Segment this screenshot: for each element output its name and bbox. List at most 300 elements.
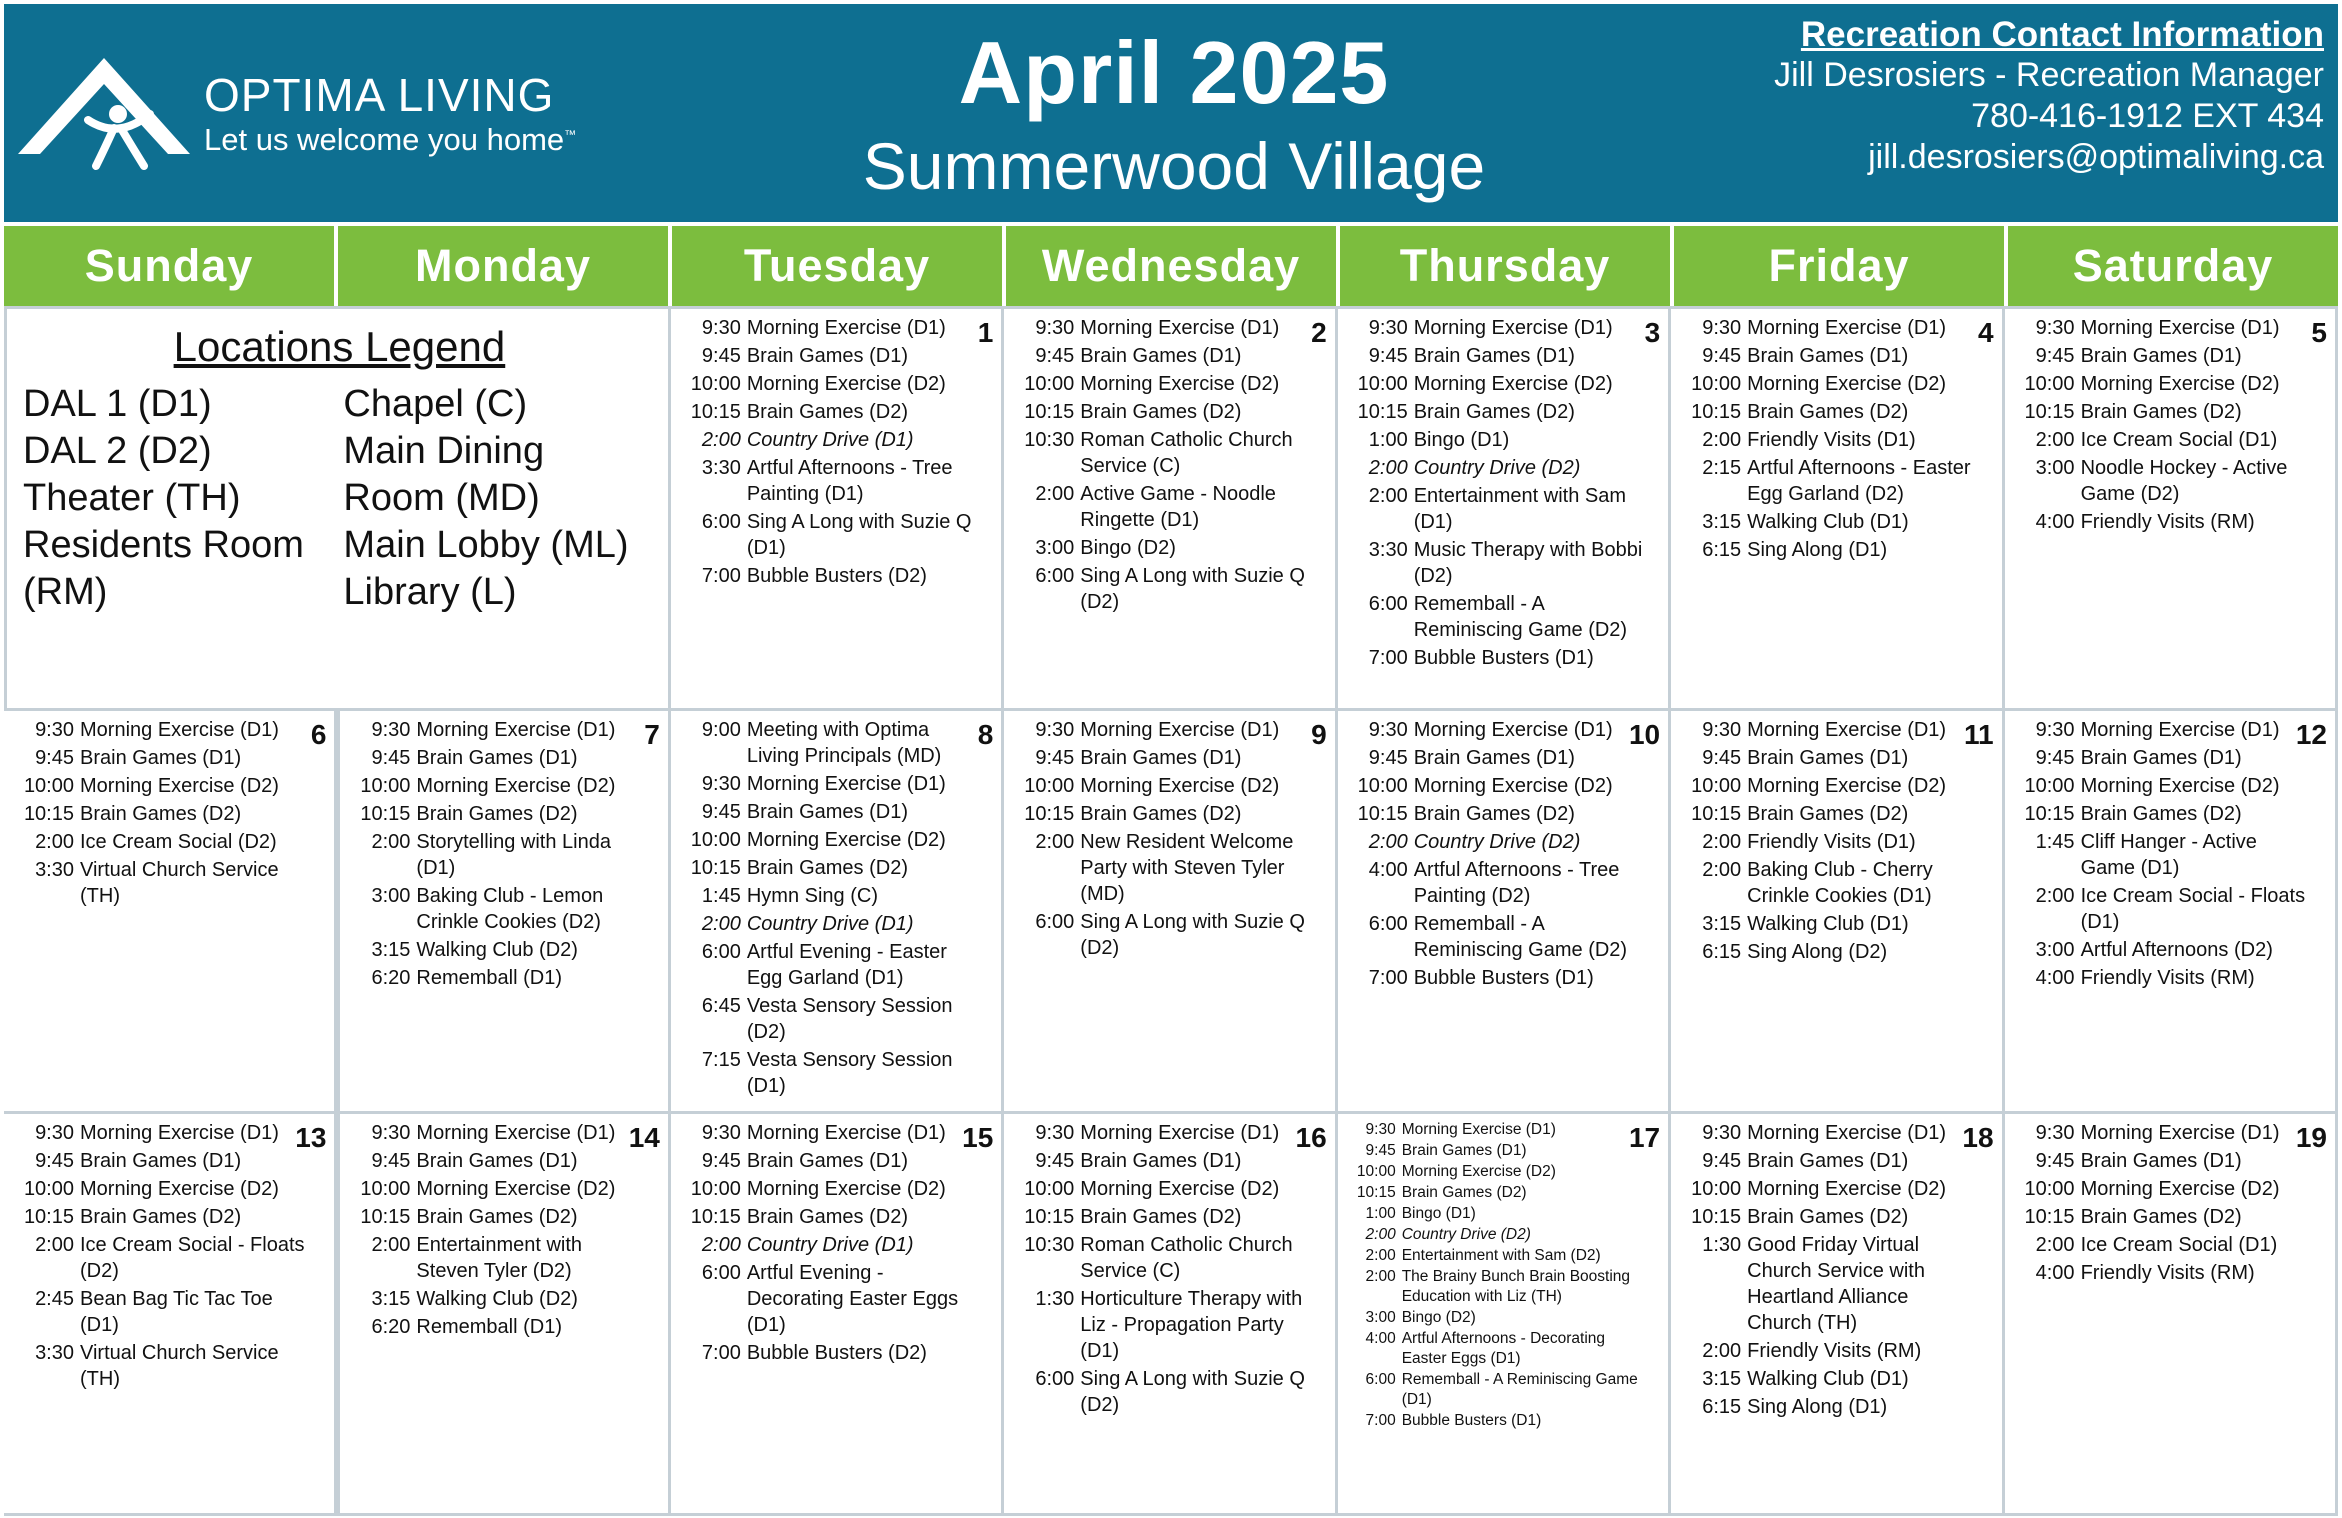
event-item xyxy=(1683,911,1977,937)
event-list xyxy=(16,717,326,909)
event-time: 6:20 xyxy=(371,1315,411,1338)
event-time: 9:45 xyxy=(371,747,411,770)
event-item xyxy=(1350,1246,1644,1266)
event-description: Entertainment with Steven Tyler (D2) xyxy=(416,1233,583,1282)
event-description: Brain Games (D1) xyxy=(746,801,908,824)
date-number: 19 xyxy=(2295,1121,2327,1153)
event-description: Morning Exercise (D2) xyxy=(746,829,946,852)
event-description: Brain Games (D2) xyxy=(1747,401,1909,423)
weekday-saturday: Saturday xyxy=(2008,226,2338,306)
event-item xyxy=(16,1148,310,1174)
event-description: Rememball - A Reminiscing Game (D2) xyxy=(1413,913,1628,962)
event-item xyxy=(1016,1148,1310,1174)
event-description: Brain Games (D2) xyxy=(746,857,908,880)
event-time: 9:30 xyxy=(701,317,741,339)
event-description: Sing A Long with Suzie Q (D2) xyxy=(1080,565,1305,613)
event-time: 10:00 xyxy=(690,373,741,395)
event-description: Brain Games (D1) xyxy=(1413,345,1575,367)
event-time: 1:30 xyxy=(1035,1287,1075,1310)
event-item xyxy=(1350,857,1644,909)
event-description: Bingo (D1) xyxy=(1401,1204,1476,1222)
event-list xyxy=(1350,717,1660,991)
event-item xyxy=(352,937,643,963)
event-description: Walking Club (D2) xyxy=(416,1287,578,1310)
event-description: Brain Games (D1) xyxy=(1080,747,1242,770)
event-item xyxy=(683,911,977,937)
event-description: Brain Games (D1) xyxy=(2080,747,2242,770)
day-cell-5 xyxy=(2005,309,2338,711)
event-description: Brain Games (D1) xyxy=(1080,345,1242,367)
event-description: Brain Games (D2) xyxy=(2080,401,2242,423)
day-cell-3 xyxy=(1338,309,1671,711)
event-item xyxy=(1016,1232,1310,1284)
day-cell-16 xyxy=(1004,1114,1337,1516)
event-item xyxy=(1683,537,1977,563)
event-item xyxy=(352,883,643,935)
event-item xyxy=(683,827,977,853)
event-time: 6:15 xyxy=(1702,539,1742,561)
event-item xyxy=(352,1232,643,1284)
event-time: 10:15 xyxy=(1024,803,1075,826)
event-description: Bubble Busters (D2) xyxy=(746,565,927,587)
event-time: 4:00 xyxy=(1368,859,1408,882)
event-description: Brain Games (D2) xyxy=(416,803,578,826)
event-list xyxy=(1016,717,1326,961)
event-description: Bingo (D2) xyxy=(1080,537,1176,559)
event-time: 9:30 xyxy=(371,719,411,742)
event-description: Vesta Sensory Session (D1) xyxy=(746,1049,953,1098)
event-time: 7:00 xyxy=(701,1341,741,1364)
event-description: Morning Exercise (D2) xyxy=(80,1177,279,1200)
event-item xyxy=(1350,427,1644,453)
event-item xyxy=(683,427,977,453)
event-time: 3:15 xyxy=(371,939,411,962)
event-item xyxy=(1683,1232,1977,1336)
event-description: Rememball - A Reminiscing Game (D2) xyxy=(1413,593,1628,641)
event-description: Morning Exercise (D2) xyxy=(1401,1162,1556,1180)
event-time: 1:45 xyxy=(701,885,741,908)
legend-item: Theater (TH) xyxy=(23,477,241,519)
date-number: 3 xyxy=(1644,317,1661,348)
event-time: 9:30 xyxy=(1035,719,1075,742)
event-time: 6:15 xyxy=(1702,941,1742,964)
event-time: 7:15 xyxy=(701,1049,741,1072)
event-time: 10:00 xyxy=(1024,775,1075,798)
event-item xyxy=(1350,315,1644,341)
day-cell-15 xyxy=(671,1114,1004,1516)
event-item xyxy=(352,773,643,799)
event-time: 9:30 xyxy=(371,1121,411,1144)
event-item xyxy=(16,857,310,909)
event-item xyxy=(1350,455,1644,481)
event-description: Morning Exercise (D1) xyxy=(80,719,279,742)
date-number: 2 xyxy=(1311,317,1327,348)
event-description: The Brainy Bunch Brain Boosting Education with Liz (TH) xyxy=(1401,1267,1631,1305)
event-time: 3:15 xyxy=(1702,1367,1742,1390)
event-item xyxy=(683,717,977,769)
event-description: Morning Exercise (D2) xyxy=(746,1177,946,1200)
event-description: Bubble Busters (D1) xyxy=(1401,1411,1542,1429)
event-item xyxy=(1016,427,1310,479)
event-description: Morning Exercise (D1) xyxy=(746,773,946,796)
event-item xyxy=(2017,717,2311,743)
event-time: 4:00 xyxy=(2035,511,2075,533)
event-description: Bubble Busters (D1) xyxy=(1413,967,1594,990)
event-description: Brain Games (D2) xyxy=(1080,803,1242,826)
event-time: 10:00 xyxy=(1356,1162,1396,1180)
event-item xyxy=(2017,509,2311,535)
date-number: 8 xyxy=(977,719,994,751)
contact-phone: 780-416-1912 EXT 434 xyxy=(1971,97,2324,135)
event-item xyxy=(1350,645,1644,671)
event-time: 6:00 xyxy=(1035,1367,1075,1390)
event-time: 1:45 xyxy=(2035,831,2075,854)
event-description: Morning Exercise (D1) xyxy=(2080,1121,2280,1144)
event-time: 9:45 xyxy=(1702,747,1742,770)
event-item xyxy=(683,1047,977,1099)
event-time: 6:00 xyxy=(1368,593,1408,615)
event-item xyxy=(1350,1141,1644,1161)
weekday-header-row xyxy=(4,226,2338,306)
event-item xyxy=(2017,1260,2311,1286)
event-item xyxy=(1350,1183,1644,1203)
event-description: Brain Games (D1) xyxy=(2080,1149,2242,1172)
event-description: Friendly Visits (RM) xyxy=(2080,1261,2255,1284)
event-time: 10:00 xyxy=(690,829,741,852)
event-description: Bubble Busters (D1) xyxy=(1413,647,1594,669)
event-time: 10:15 xyxy=(1357,803,1408,826)
event-time: 1:00 xyxy=(1365,1204,1396,1222)
event-time: 6:00 xyxy=(1368,913,1408,936)
event-list xyxy=(16,1120,326,1392)
event-item xyxy=(1683,1204,1977,1230)
event-item xyxy=(352,1314,643,1340)
event-item xyxy=(1350,1329,1644,1369)
event-item xyxy=(683,1204,977,1230)
event-time: 6:00 xyxy=(701,1261,741,1284)
event-list xyxy=(352,717,659,991)
event-description: Brain Games (D2) xyxy=(80,803,242,826)
event-description: Country Drive (D1) xyxy=(746,913,914,936)
event-description: Morning Exercise (D2) xyxy=(1080,373,1280,395)
event-description: Virtual Church Service (TH) xyxy=(80,859,279,908)
event-item xyxy=(1350,1225,1644,1245)
event-description: Brain Games (D1) xyxy=(746,345,908,367)
event-description: Morning Exercise (D2) xyxy=(1747,373,1947,395)
event-item xyxy=(16,1232,310,1284)
event-time: 2:00 xyxy=(1035,831,1075,854)
event-item xyxy=(1016,343,1310,369)
date-number: 13 xyxy=(295,1121,327,1153)
event-list xyxy=(1350,315,1660,671)
event-time: 10:30 xyxy=(1024,1233,1075,1256)
event-time: 10:00 xyxy=(1024,1177,1075,1200)
event-time: 6:00 xyxy=(1365,1370,1396,1388)
event-time: 9:45 xyxy=(2035,1149,2075,1172)
event-description: Friendly Visits (D1) xyxy=(1747,429,1916,451)
event-item xyxy=(1683,1366,1977,1392)
event-item xyxy=(1016,1176,1310,1202)
event-description: Morning Exercise (D1) xyxy=(1401,1120,1556,1138)
date-number: 10 xyxy=(1628,719,1661,751)
event-description: Bean Bag Tic Tac Toe (D1) xyxy=(80,1287,273,1336)
event-item xyxy=(1683,399,1977,425)
event-description: Hymn Sing (C) xyxy=(746,885,878,908)
event-time: 2:00 xyxy=(2035,429,2075,451)
event-item xyxy=(352,801,643,827)
event-item xyxy=(2017,773,2311,799)
event-item xyxy=(683,1120,977,1146)
event-item xyxy=(1350,343,1644,369)
event-time: 3:00 xyxy=(1035,537,1075,559)
date-number: 9 xyxy=(1311,719,1327,751)
event-item xyxy=(683,771,977,797)
month-title: April 2025 xyxy=(958,23,1390,122)
event-item xyxy=(2017,343,2311,369)
event-time: 10:15 xyxy=(1691,803,1742,826)
event-time: 6:00 xyxy=(701,941,741,964)
event-time: 9:45 xyxy=(1368,345,1408,367)
optima-living-logo xyxy=(18,54,578,174)
event-time: 10:00 xyxy=(1691,1177,1742,1200)
event-time: 3:15 xyxy=(1702,913,1742,936)
calendar-header xyxy=(4,4,2338,222)
event-item xyxy=(1350,399,1644,425)
event-description: Bingo (D1) xyxy=(1413,429,1510,451)
day-cell-14 xyxy=(337,1114,670,1516)
event-item xyxy=(683,1176,977,1202)
event-time: 9:45 xyxy=(1035,345,1075,367)
event-item xyxy=(2017,371,2311,397)
event-description: Morning Exercise (D2) xyxy=(1413,373,1613,395)
event-time: 9:45 xyxy=(1365,1141,1396,1159)
event-item xyxy=(1016,481,1310,533)
day-cell-4 xyxy=(1671,309,2004,711)
event-list xyxy=(2017,315,2327,535)
event-item xyxy=(683,1340,977,1366)
event-item xyxy=(1350,829,1644,855)
event-time: 3:30 xyxy=(1368,539,1408,561)
event-description: Morning Exercise (D2) xyxy=(80,775,279,798)
event-time: 10:15 xyxy=(23,1205,74,1228)
event-item xyxy=(1016,829,1310,907)
event-description: Brain Games (D1) xyxy=(1401,1141,1527,1159)
event-item xyxy=(16,1176,310,1202)
day-cell-17 xyxy=(1338,1114,1671,1516)
contact-heading: Recreation Contact Information xyxy=(1800,15,2324,54)
event-description: Morning Exercise (D1) xyxy=(746,317,946,339)
event-item xyxy=(1016,909,1310,961)
event-item xyxy=(2017,1148,2311,1174)
event-item xyxy=(1016,801,1310,827)
event-item xyxy=(2017,315,2311,341)
event-item xyxy=(1683,427,1977,453)
event-time: 9:45 xyxy=(2035,747,2075,770)
event-item xyxy=(1350,745,1644,771)
event-time: 4:00 xyxy=(2035,1261,2075,1284)
event-description: Artful Afternoons - Tree Painting (D1) xyxy=(746,457,953,505)
event-description: Ice Cream Social (D1) xyxy=(2080,1233,2278,1256)
date-number: 6 xyxy=(310,719,327,751)
weekday-tuesday: Tuesday xyxy=(672,226,1002,306)
weekday-thursday: Thursday xyxy=(1340,226,1670,306)
legend-item: (RM) xyxy=(23,571,108,613)
event-time: 3:00 xyxy=(371,885,411,908)
event-time: 10:15 xyxy=(1024,401,1075,423)
event-item xyxy=(2017,801,2311,827)
event-item xyxy=(16,773,310,799)
event-description: Meeting with Optima Living Principals (MD) xyxy=(746,719,942,768)
event-time: 9:00 xyxy=(701,719,741,742)
date-number: 14 xyxy=(628,1121,660,1153)
date-number: 15 xyxy=(962,1121,994,1153)
legend-item: Main Lobby (ML) xyxy=(343,524,629,566)
event-item xyxy=(1350,537,1644,589)
event-description: Morning Exercise (D1) xyxy=(1413,719,1613,742)
weekday-sunday: Sunday xyxy=(4,226,334,306)
event-item xyxy=(1350,911,1644,963)
logo-tagline: Let us welcome you home™ xyxy=(204,122,577,157)
event-item xyxy=(16,745,310,771)
legend-item: Room (MD) xyxy=(343,477,540,519)
event-time: 10:15 xyxy=(690,1205,741,1228)
event-description: Morning Exercise (D1) xyxy=(1080,1121,1280,1144)
event-time: 2:00 xyxy=(1365,1267,1396,1285)
event-time: 9:30 xyxy=(1035,1121,1075,1144)
event-item xyxy=(683,939,977,991)
event-item xyxy=(683,315,977,341)
event-time: 9:45 xyxy=(1702,345,1742,367)
event-item xyxy=(1683,1148,1977,1174)
event-description: New Resident Welcome Party with Steven Tyler (MD) xyxy=(1080,831,1294,906)
event-item xyxy=(1350,1204,1644,1224)
event-description: Rememball - A Reminiscing Game (D1) xyxy=(1401,1370,1638,1408)
event-item xyxy=(1683,371,1977,397)
event-time: 10:00 xyxy=(690,1177,741,1200)
event-item xyxy=(1683,745,1977,771)
event-description: Brain Games (D1) xyxy=(1747,747,1909,770)
contact-info xyxy=(1774,14,2324,178)
event-time: 7:00 xyxy=(701,565,741,587)
event-item xyxy=(1683,857,1977,909)
event-time: 9:30 xyxy=(1035,317,1075,339)
event-time: 6:20 xyxy=(371,967,411,990)
event-description: Baking Club - Lemon Crinkle Cookies (D2) xyxy=(416,885,604,934)
day-cell-13 xyxy=(4,1114,337,1516)
weekday-wednesday: Wednesday xyxy=(1006,226,1336,306)
event-description: Storytelling with Linda (D1) xyxy=(416,831,611,880)
event-time: 3:00 xyxy=(2035,939,2075,962)
legend-item: DAL 2 (D2) xyxy=(23,430,212,472)
event-item xyxy=(1016,1286,1310,1364)
event-time: 3:30 xyxy=(701,457,741,479)
event-item xyxy=(1016,773,1310,799)
event-item xyxy=(2017,427,2311,453)
event-time: 2:00 xyxy=(1368,831,1408,854)
event-description: Vesta Sensory Session (D2) xyxy=(746,995,953,1044)
event-item xyxy=(2017,1232,2311,1258)
legend-column-2 xyxy=(339,381,659,616)
event-time: 7:00 xyxy=(1368,967,1408,990)
day-cell-19 xyxy=(2005,1114,2338,1516)
event-description: Morning Exercise (D2) xyxy=(2080,373,2280,395)
event-description: Country Drive (D2) xyxy=(1413,831,1581,854)
event-description: Brain Games (D1) xyxy=(2080,345,2242,367)
event-description: Friendly Visits (RM) xyxy=(2080,967,2255,990)
event-time: 10:00 xyxy=(1691,373,1742,395)
event-item xyxy=(1350,773,1644,799)
contact-email[interactable]: jill.desrosiers@optimaliving.ca xyxy=(1868,138,2324,176)
event-time: 9:45 xyxy=(701,801,741,824)
event-description: Morning Exercise (D2) xyxy=(416,1177,616,1200)
day-cell-2 xyxy=(1004,309,1337,711)
event-time: 10:00 xyxy=(1357,373,1408,395)
event-item xyxy=(352,829,643,881)
event-time: 10:00 xyxy=(1024,373,1075,395)
event-description: Morning Exercise (D1) xyxy=(416,719,616,742)
event-description: Sing Along (D2) xyxy=(1747,941,1888,964)
day-cell-8 xyxy=(671,711,1004,1113)
event-item xyxy=(1350,1411,1644,1431)
event-time: 10:00 xyxy=(23,1177,74,1200)
event-description: Morning Exercise (D1) xyxy=(2080,719,2280,742)
event-description: Sing A Long with Suzie Q (D2) xyxy=(1080,1367,1305,1416)
event-time: 3:00 xyxy=(1365,1308,1396,1326)
event-time: 6:00 xyxy=(701,511,741,533)
event-time: 9:45 xyxy=(2035,345,2075,367)
event-item xyxy=(2017,1176,2311,1202)
event-time: 10:15 xyxy=(1357,401,1408,423)
event-description: Brain Games (D2) xyxy=(2080,803,2242,826)
event-item xyxy=(1016,371,1310,397)
day-cell-7 xyxy=(337,711,670,1113)
date-number: 16 xyxy=(1295,1121,1327,1153)
event-list xyxy=(1683,315,1993,563)
legend-item: Chapel (C) xyxy=(343,383,528,425)
date-number: 5 xyxy=(2311,317,2327,348)
event-description: Brain Games (D1) xyxy=(416,1149,578,1172)
event-time: 2:45 xyxy=(35,1287,74,1310)
event-item xyxy=(1016,1120,1310,1146)
event-description: Baking Club - Cherry Crinkle Cookies (D1) xyxy=(1747,859,1933,908)
event-time: 3:30 xyxy=(35,1341,74,1364)
locations-legend xyxy=(4,309,671,711)
legend-item: Residents Room xyxy=(23,524,304,566)
event-description: Ice Cream Social (D1) xyxy=(2080,429,2278,451)
event-time: 3:30 xyxy=(35,859,74,882)
event-time: 10:00 xyxy=(2024,1177,2075,1200)
event-description: Brain Games (D2) xyxy=(746,401,908,423)
event-description: Morning Exercise (D1) xyxy=(2080,317,2280,339)
event-item xyxy=(683,455,977,507)
event-description: Bingo (D2) xyxy=(1401,1308,1476,1326)
event-time: 2:00 xyxy=(1702,859,1742,882)
event-item xyxy=(683,1260,977,1338)
event-description: Brain Games (D2) xyxy=(1401,1183,1527,1201)
event-time: 6:00 xyxy=(1035,911,1075,934)
legend-item: Main Dining xyxy=(343,430,545,472)
event-time: 9:30 xyxy=(1365,1120,1396,1138)
event-item xyxy=(1350,1308,1644,1328)
event-item xyxy=(683,371,977,397)
event-time: 9:30 xyxy=(35,1121,74,1144)
event-description: Morning Exercise (D1) xyxy=(1080,719,1280,742)
event-description: Artful Afternoons - Tree Painting (D2) xyxy=(1413,859,1620,908)
event-list xyxy=(352,1120,659,1340)
event-time: 2:00 xyxy=(1702,1339,1742,1362)
event-item xyxy=(1016,535,1310,561)
date-number: 7 xyxy=(644,719,660,751)
